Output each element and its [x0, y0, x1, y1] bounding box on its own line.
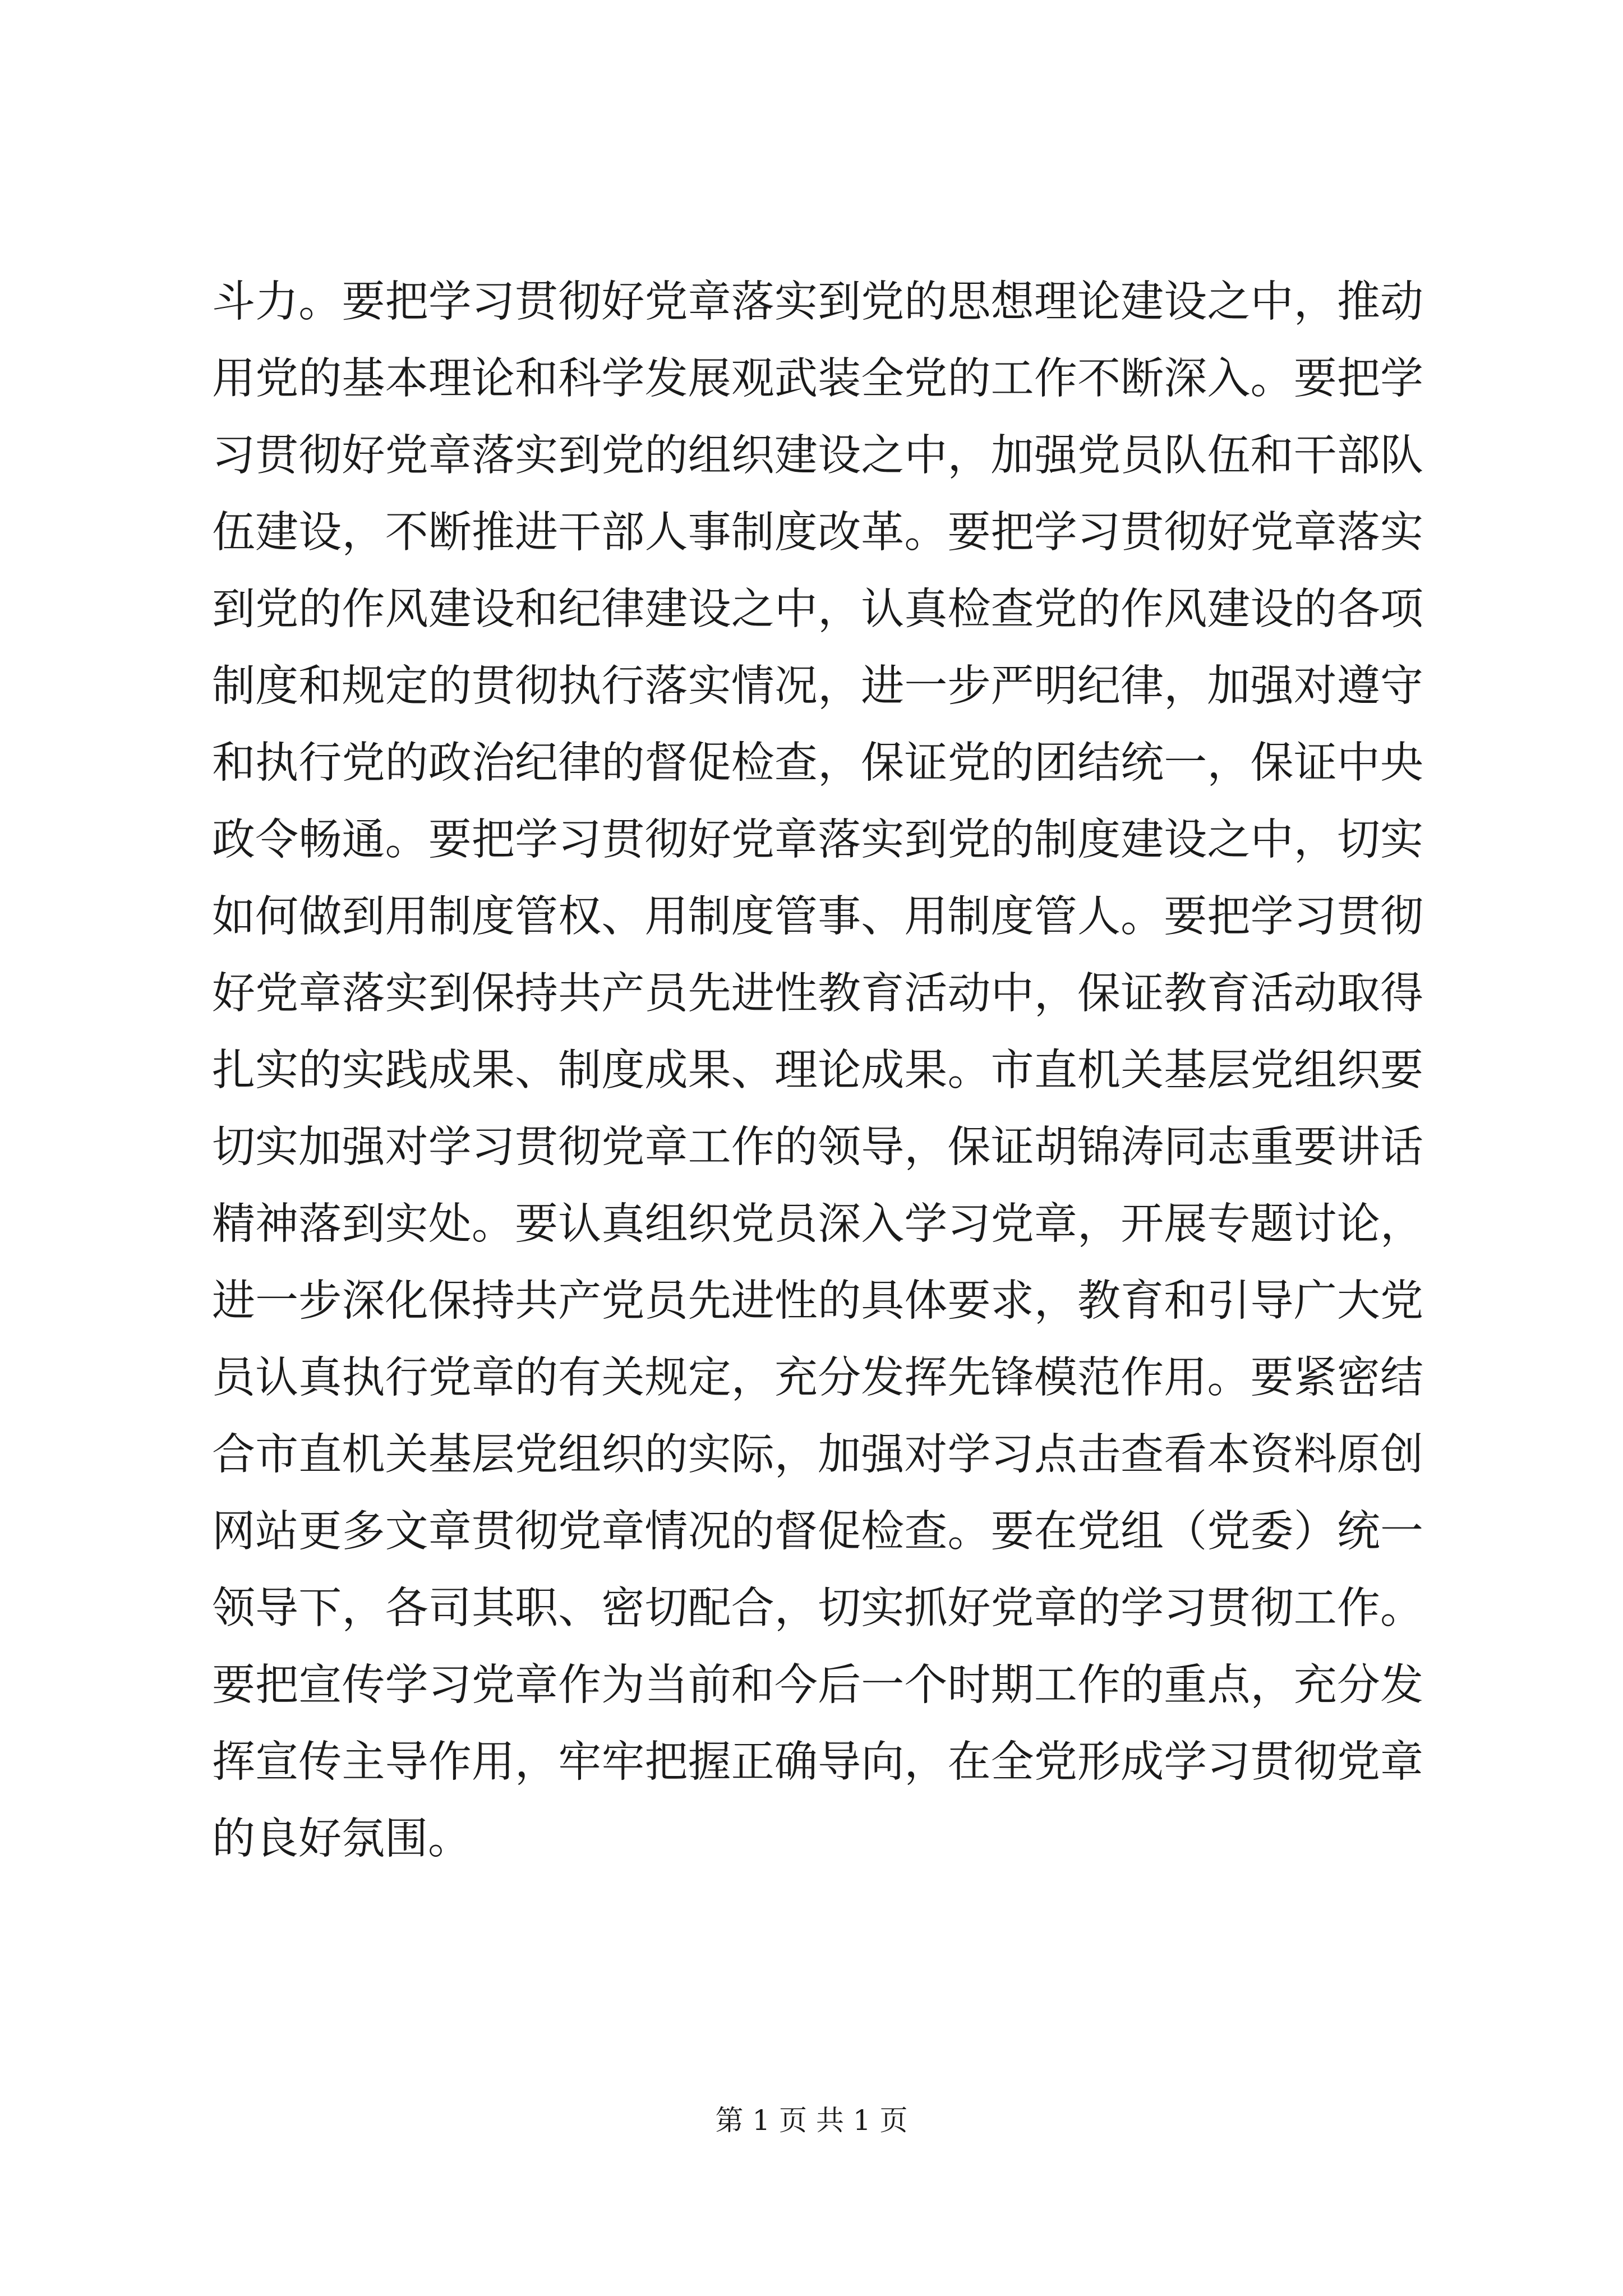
text-line: 制度和规定的贯彻执行落实情况，进一步严明纪律，加强对遵守: [212, 661, 1423, 711]
text-line: 网站更多文章贯彻党章情况的督促检查。要在党组（党委）统一: [212, 1507, 1423, 1557]
text-line: 伍建设，不断推进干部人事制度改革。要把学习贯彻好党章落实: [212, 508, 1423, 558]
page-number-footer: 第 1 页 共 1 页: [715, 2104, 908, 2137]
text-line: 用党的基本理论和科学发展观武装全党的工作不断深入。要把学: [212, 354, 1423, 404]
body-paragraph: [212, 264, 1423, 1878]
text-line: 到党的作风建设和纪律建设之中，认真检查党的作风建设的各项: [212, 585, 1423, 634]
text-line: 员认真执行党章的有关规定，充分发挥先锋模范作用。要紧密结: [212, 1353, 1423, 1403]
text-line: 扎实的实践成果、制度成果、理论成果。市直机关基层党组织要: [212, 1046, 1423, 1096]
text-line: 习贯彻好党章落实到党的组织建设之中，加强党员队伍和干部队: [212, 431, 1423, 481]
text-line: 如何做到用制度管权、用制度管事、用制度管人。要把学习贯彻: [212, 892, 1423, 942]
text-line: 好党章落实到保持共产员先进性教育活动中，保证教育活动取得: [212, 969, 1423, 1019]
text-line: 政令畅通。要把学习贯彻好党章落实到党的制度建设之中，切实: [212, 815, 1423, 865]
text-line: 斗力。要把学习贯彻好党章落实到党的思想理论建设之中，推动: [212, 277, 1423, 327]
text-line: 合市直机关基层党组织的实际，加强对学习点击查看本资料原创: [212, 1430, 1423, 1480]
text-line: 进一步深化保持共产党员先进性的具体要求，教育和引导广大党: [212, 1276, 1423, 1326]
text-line: 精神落到实处。要认真组织党员深入学习党章，开展专题讨论，: [212, 1199, 1423, 1249]
text-line: 要把宣传学习党章作为当前和今后一个时期工作的重点，充分发: [212, 1660, 1423, 1710]
text-line: 和执行党的政治纪律的督促检查，保证党的团结统一，保证中央: [212, 738, 1423, 788]
text-line-last: 的良好氛围。: [212, 1814, 471, 1864]
text-line: 挥宣传主导作用，牢牢把握正确导向，在全党形成学习贯彻党章: [212, 1737, 1423, 1787]
text-line: 切实加强对学习贯彻党章工作的领导，保证胡锦涛同志重要讲话: [212, 1122, 1423, 1172]
text-line: 领导下，各司其职、密切配合，切实抓好党章的学习贯彻工作。: [212, 1584, 1423, 1634]
